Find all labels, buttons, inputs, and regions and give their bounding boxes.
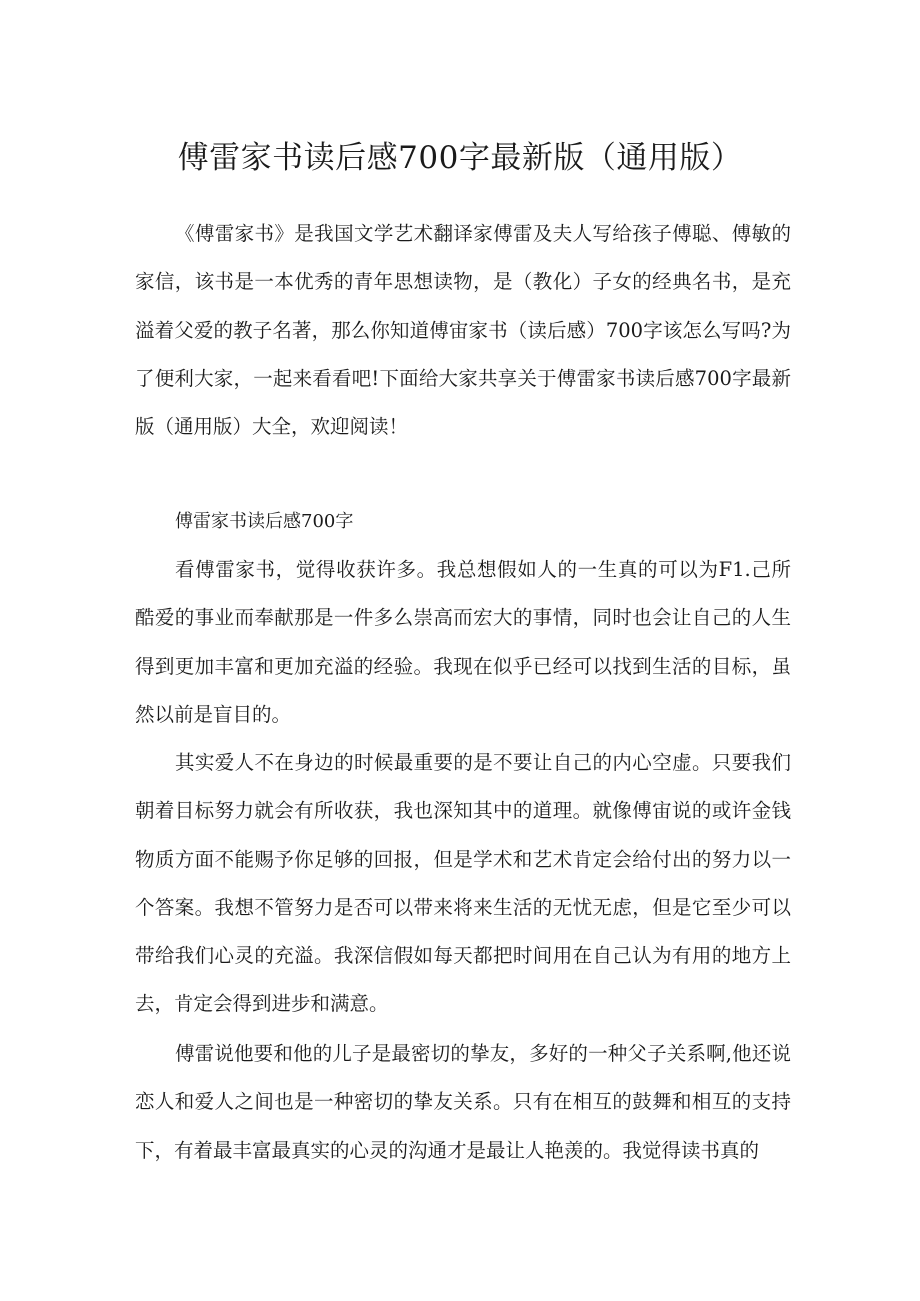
body-paragraph-2: 其实爱人不在身边的时候最重要的是不要让自己的内心空虚。只要我们朝着目标努力就会有所收获，我也深知其中的道理。就像傅宙说的或许金钱物质方面不能赐予你足够的回报，但是学术和艺术肯定会给付出的努力以一个答案。我想不管努力是否可以带来将来生活的无忧无虑，但是它至少可以带给我们心灵的充溢。我深信假如每天都把时间用在自己认为有用的地方上去，肯定会得到进步和满意。 xyxy=(135,751,791,1016)
intro-paragraph: 《傅雷家书》是我国文学艺术翻译家傅雷及夫人写给孩子傅聪、傅敏的家信，该书是一本优秀的青年思想读物，是（教化）子女的经典名书，是充溢着父爱的教子名著，那么你知道傅宙家书（读后感）700字该怎么写吗?为了便利大家，一起来看看吧!下面给大家共享关于傅雷家书读后感700字最新版（通用版）大全，欢迎阅读！ xyxy=(135,222,791,439)
document-title: 傅雷家书读后感700字最新版（通用版） xyxy=(177,140,743,176)
section-heading: 傅雷家书读后感700字 xyxy=(175,511,354,532)
body-paragraph-1: 看傅雷家书，觉得收获许多。我总想假如人的一生真的可以为F1.己所酷爱的事业而奉献那是一件多么崇高而宏大的事情，同时也会让自己的人生得到更加丰富和更加充溢的经验。我现在似乎已经可以找到生活的目标，虽然以前是盲目的。 xyxy=(135,558,791,726)
body-paragraph-3: 傅雷说他要和他的儿子是最密切的挚友，多好的一种父子关系啊,他还说恋人和爱人之间也是一种密切的挚友关系。只有在相互的鼓舞和相互的支持下，有着最丰富最真实的心灵的沟通才是最让人艳羡的。我觉得读书真的 xyxy=(135,1042,791,1162)
